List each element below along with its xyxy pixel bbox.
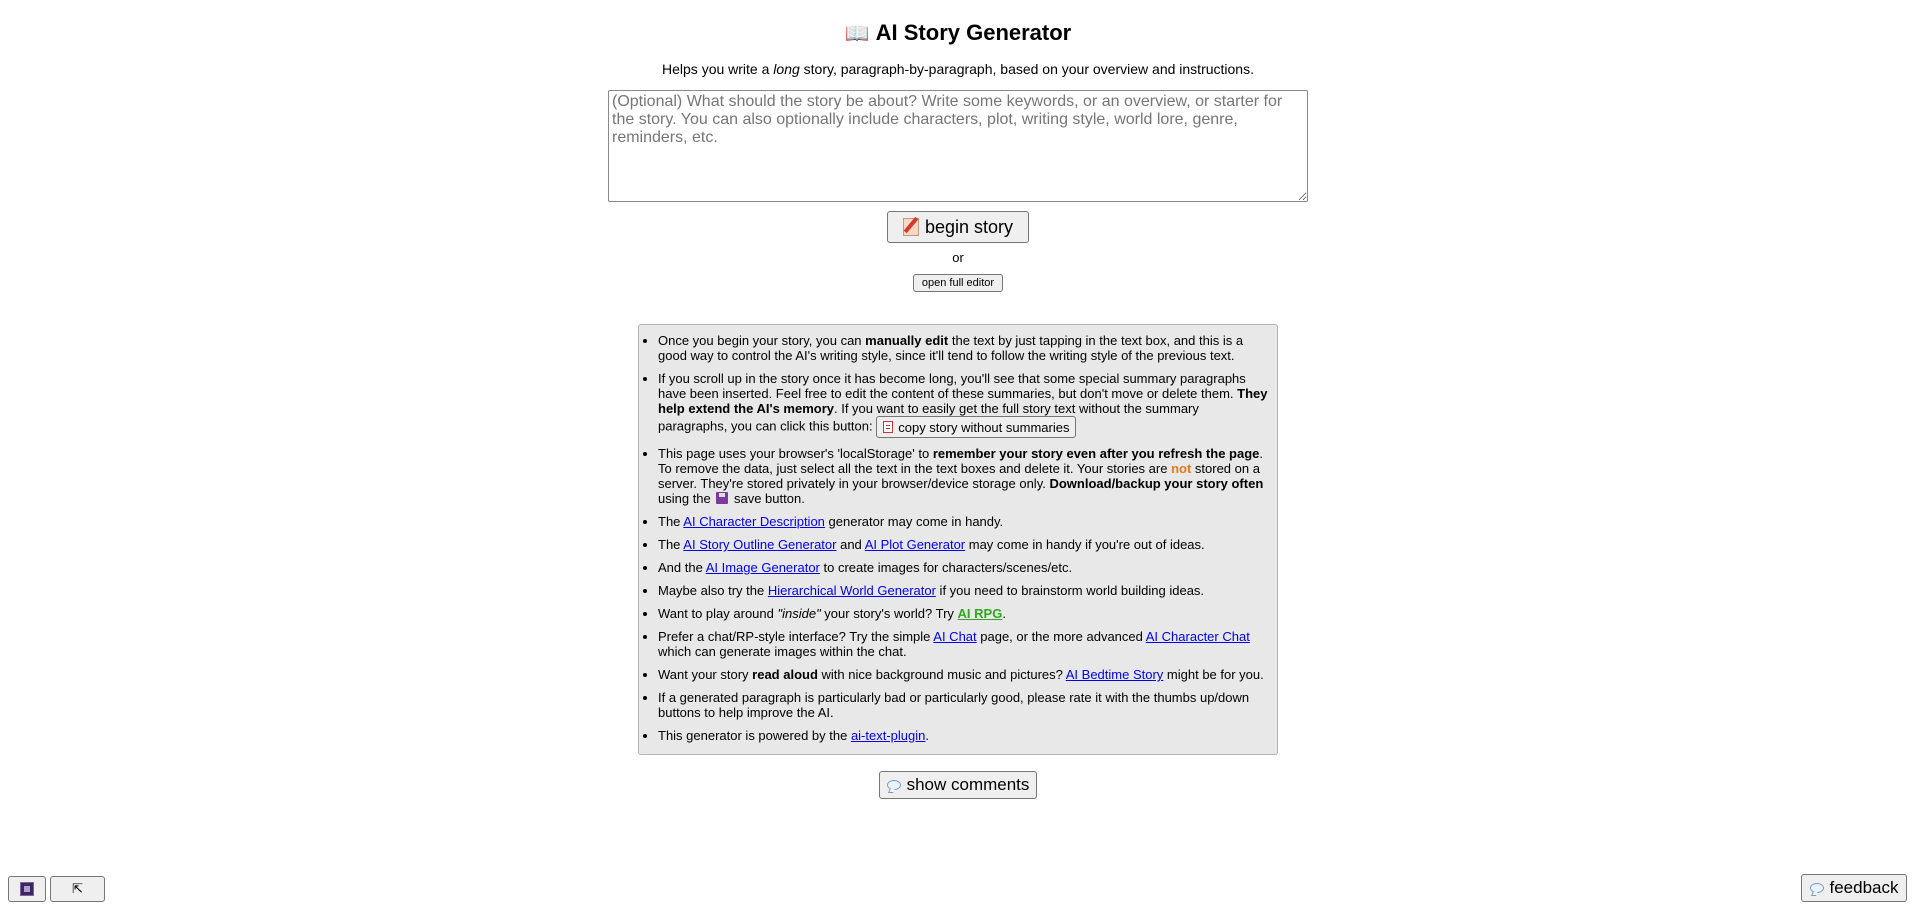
tip-summaries: • If you scroll up in the story once it has become long, you'll see that some special summary paragraphs have been inserted. Feel free to edit the content of these summaries, but don't move or delete them. They help extend the AI's memory. If you want to easily get the full story text without the summary paragraphs, you can click this button: copy story without summaries bbox=[658, 371, 1269, 438]
begin-story-button[interactable] bbox=[887, 211, 1029, 243]
feedback-label: feedback bbox=[1829, 878, 1899, 897]
tip-rating: • If a generated paragraph is particularly bad or particularly good, please rate it with the thumbs up/down buttons to help improve the AI. bbox=[658, 690, 1269, 720]
show-comments-label: show comments bbox=[906, 775, 1030, 794]
perchance-logo-icon bbox=[20, 882, 34, 896]
tip-world-generator: • Maybe also try the Hierarchical World Generator if you need to brainstorm world building ideas. bbox=[658, 583, 1269, 598]
ai-chat-link[interactable]: AI Chat bbox=[933, 629, 977, 644]
ai-character-description-link[interactable]: AI Character Description bbox=[683, 514, 825, 529]
floppy-disk-icon bbox=[716, 492, 728, 504]
hierarchical-world-generator-link[interactable]: Hierarchical World Generator bbox=[767, 583, 936, 598]
open-full-editor-button[interactable]: open full editor bbox=[913, 274, 1003, 292]
tip-ai-chat: • Prefer a chat/RP-style interface? Try the simple AI Chat page, or the more advanced AI Character Chat which can generate images within the chat. bbox=[658, 629, 1269, 659]
arrow-up-left-icon: ⇱ bbox=[72, 881, 83, 897]
tip-bedtime-story: • Want your story read aloud with nice background music and pictures? AI Bedtime Story might be for you. bbox=[658, 667, 1269, 682]
clipboard-icon bbox=[883, 421, 893, 433]
tip-ai-rpg: • Want to play around "inside" your story's world? Try AI RPG. bbox=[658, 606, 1269, 621]
tip-outline-plot: • The AI Story Outline Generator and AI Plot Generator may come in handy if you're out of ideas. bbox=[658, 537, 1269, 552]
ai-plot-generator-link[interactable]: AI Plot Generator bbox=[864, 537, 966, 552]
page-title-text: AI Story Generator bbox=[875, 20, 1072, 45]
tips-list bbox=[639, 333, 1269, 743]
tip-local-storage: • This page uses your browser's 'localStorage' to remember your story even after you refresh the page. To remove the data, just select all the text in the text boxes and delete it. Your stories are not stored on a server. They're stored privately in your browser/device storage only. Download/backup your story often using the save button. bbox=[658, 446, 1269, 506]
tip-image-generator: • And the AI Image Generator to create images for characters/scenes/etc. bbox=[658, 560, 1269, 575]
ai-character-chat-link[interactable]: AI Character Chat bbox=[1145, 629, 1250, 644]
story-overview-input[interactable] bbox=[608, 90, 1308, 202]
expand-arrow-button[interactable] bbox=[50, 876, 105, 902]
open-book-icon: 📖 bbox=[844, 23, 870, 45]
speech-bubble-icon bbox=[887, 780, 901, 790]
feedback-speech-bubble-icon bbox=[1810, 883, 1824, 893]
memo-icon bbox=[903, 218, 919, 236]
tip-powered-by: • This generator is powered by the ai-text-plugin. bbox=[658, 728, 1269, 743]
tip-character-description: • The AI Character Description generator may come in handy. bbox=[658, 514, 1269, 529]
begin-story-label: begin story bbox=[924, 216, 1014, 237]
or-separator: or bbox=[952, 250, 964, 265]
perchance-home-button[interactable] bbox=[8, 876, 46, 902]
subtitle-emphasis: long bbox=[773, 61, 800, 77]
subtitle-text-end: story, paragraph-by-paragraph, based on your overview and instructions. bbox=[799, 61, 1254, 77]
tip-manual-edit: • Once you begin your story, you can manually edit the text by just tapping in the text box, and this is a good way to control the AI's writing style, since it'll tend to follow the writing style of the previous text. bbox=[658, 333, 1269, 363]
not-highlight: not bbox=[1171, 461, 1192, 476]
ai-rpg-link[interactable]: AI RPG bbox=[957, 606, 1003, 621]
ai-text-plugin-link[interactable]: ai-text-plugin bbox=[850, 728, 926, 743]
page-title bbox=[0, 18, 1916, 48]
ai-story-outline-generator-link[interactable]: AI Story Outline Generator bbox=[683, 537, 837, 552]
subtitle-text: Helps you write a bbox=[662, 61, 774, 77]
page-subtitle bbox=[0, 60, 1916, 78]
ai-bedtime-story-link[interactable]: AI Bedtime Story bbox=[1065, 667, 1164, 682]
ai-image-generator-link[interactable]: AI Image Generator bbox=[705, 560, 820, 575]
copy-story-without-summaries-button[interactable] bbox=[876, 416, 1076, 438]
tips-panel bbox=[638, 324, 1278, 755]
copy-story-label: copy story without summaries bbox=[898, 419, 1070, 435]
show-comments-button[interactable] bbox=[879, 771, 1037, 799]
feedback-button[interactable] bbox=[1801, 874, 1907, 902]
